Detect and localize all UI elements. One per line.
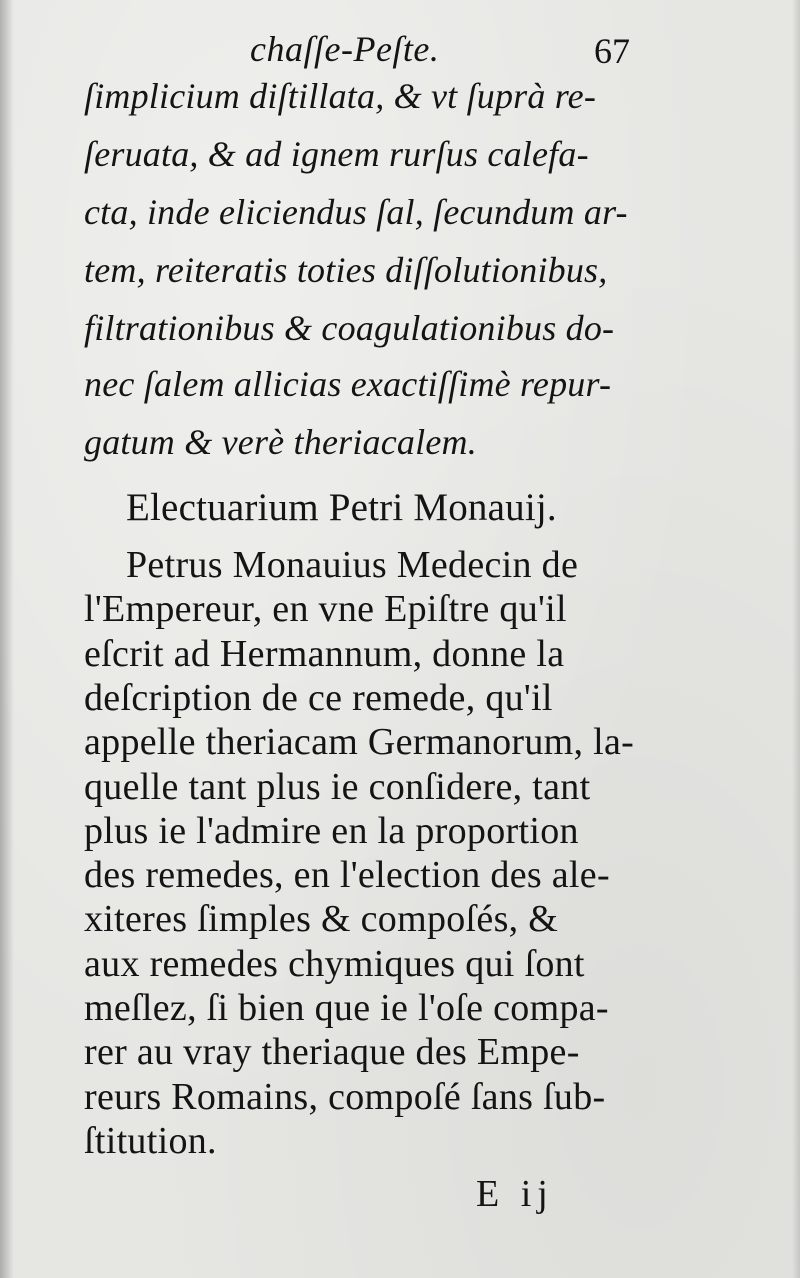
text-line: ſeruata, & ad ignem rurſus calefa- [84,134,589,174]
text-line: quelle tant plus ie conſidere, tant [84,766,591,808]
text-line: reurs Romains, compoſé ſans ſub- [84,1076,606,1118]
text-line: ſimplicium diſtillata, & vt ſuprà re- [84,76,597,116]
page-number: 67 [594,31,630,71]
text-line: tem, reiteratis toties diſſolutionibus, [84,250,608,290]
text-line: l'Empereur, en vne Epiſtre qu'il [84,588,567,630]
text-line: appelle theriacam Germanorum, la- [84,721,635,763]
text-line: aux remedes chymiques qui ſont [84,943,585,985]
text-line: eſcrit ad Hermannum, donne la [84,633,565,675]
text-line: plus ie l'admire en la proportion [84,810,579,852]
text-line: nec ſalem allicias exactiſſimè repur- [84,364,612,404]
page-edge-shadow [792,0,800,1278]
text-line: deſcription de ce remede, qu'il [84,677,553,719]
text-line: des remedes, en l'election des ale- [84,854,610,896]
signature-mark: E ij [476,1173,554,1215]
text-line: xiteres ſimples & compoſés, & [84,898,559,940]
text-line: meſlez, ſi bien que ie l'oſe compa- [84,987,609,1029]
text-line: filtrationibus & coagulationibus do- [84,308,615,348]
text-line: ſtitution. [84,1120,217,1162]
text-line: Petrus Monauius Medecin de [126,544,579,586]
text-line: rer au vray theriaque des Empe- [84,1031,580,1073]
text-line: cta, inde eliciendus ſal, ſecundum ar- [84,192,628,232]
running-title: chaſſe-Peſte. [250,29,440,69]
page-gutter-shadow [0,0,14,1278]
text-line: gatum & verè theriacalem. [84,422,477,462]
section-heading: Electuarium Petri Monauij. [126,486,557,529]
